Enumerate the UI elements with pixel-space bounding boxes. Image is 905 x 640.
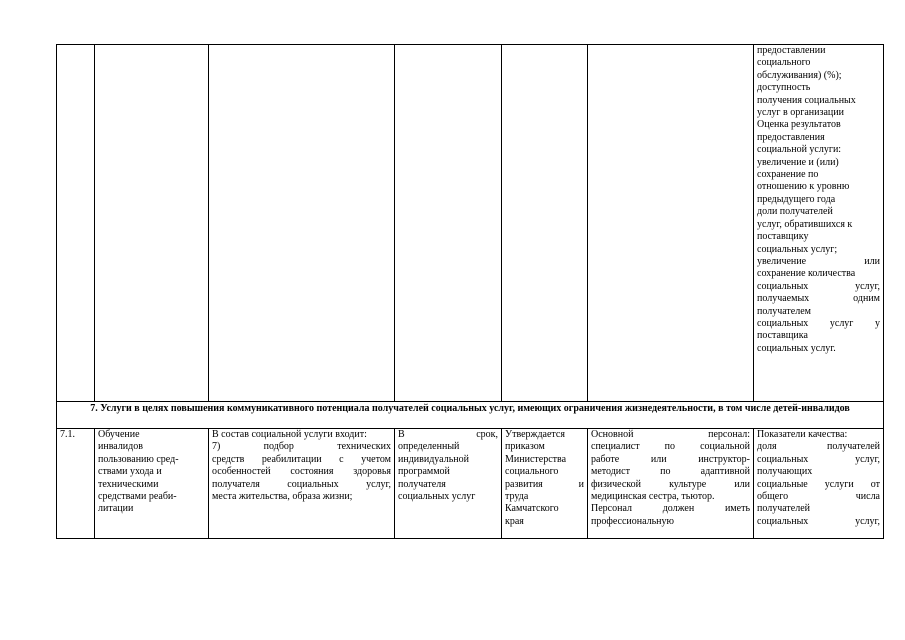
text-line: Персонал должен иметь — [591, 503, 750, 515]
cell-name-empty — [95, 45, 209, 402]
text-line: услуг в организации — [757, 107, 844, 119]
text-line: социальных услуг. — [757, 342, 836, 354]
text-line: работе или инструктор- — [591, 453, 750, 465]
service-quality — [754, 429, 884, 539]
text-line: места жительства, образа жизни; — [212, 491, 353, 503]
text-line: предоставлении — [757, 45, 826, 56]
text-line: социальных услуг; — [757, 243, 838, 255]
text-line: получателя — [398, 478, 446, 490]
cell-staff-empty — [588, 45, 754, 402]
text-line: социальных услуг у — [757, 317, 880, 329]
text-line: получателем — [757, 305, 811, 317]
service-name — [95, 429, 209, 539]
text-line: социальные услуги от — [757, 478, 880, 490]
services-standards-table — [56, 44, 884, 539]
text-line: получателей — [757, 503, 811, 515]
text-line: профессиональную — [591, 515, 674, 527]
text-line: доли получателей — [757, 206, 833, 218]
text-line: медицинская сестра, тьютор. — [591, 491, 715, 503]
text-line: социальных услуг, — [757, 453, 880, 465]
text-line: получающих — [757, 466, 813, 478]
text-line: увеличение и (или) — [757, 156, 839, 168]
text-line: труда — [505, 491, 529, 503]
service-term — [395, 429, 502, 539]
table-row-continued — [57, 45, 884, 402]
text-line: техническими — [98, 478, 159, 490]
service-norm — [502, 429, 588, 539]
text-line: специалист по социальной — [591, 441, 750, 453]
text-line: социального — [757, 57, 811, 69]
text-line: обслуживания) (%); — [757, 69, 842, 81]
service-staff — [588, 429, 754, 539]
text-line: ствами ухода и — [98, 466, 162, 478]
text-line: социального — [505, 466, 559, 478]
text-line: сохранение количества — [757, 268, 856, 280]
text-line: определенный — [398, 441, 460, 453]
text-line: Министерства — [505, 453, 567, 465]
text-line: услуг, обратившихся к — [757, 218, 853, 230]
text-line: 7) подбор технических — [212, 441, 391, 453]
text-line: Оценка результатов — [757, 119, 841, 131]
service-number: 7.1. — [57, 429, 95, 539]
text-line: края — [505, 515, 524, 527]
cell-quality-indicators — [754, 45, 884, 402]
text-line: предыдущего года — [757, 193, 836, 205]
text-line: социальных услуг, — [757, 280, 880, 292]
text-line: индивидуальной — [398, 453, 469, 465]
text-line: развития и — [505, 478, 584, 490]
text-line: Камчатского — [505, 503, 559, 515]
text-line: социальных услуг — [398, 491, 476, 503]
text-line: средствами реаби- — [98, 491, 177, 503]
text-line: пользованию сред- — [98, 453, 179, 465]
text-line: отношению к уровню — [757, 181, 850, 193]
cell-norm-empty — [502, 45, 588, 402]
cell-num-empty — [57, 45, 95, 402]
cell-content-empty — [209, 45, 395, 402]
text-line: Показатели качества: — [757, 429, 848, 440]
text-line: Обучение — [98, 429, 140, 440]
text-line: социальных услуг, — [757, 515, 880, 527]
text-line: сохранение по — [757, 169, 819, 181]
text-line: Утверждается — [505, 429, 565, 440]
table-row — [57, 429, 884, 539]
text-line: получаемых одним — [757, 293, 880, 305]
text-line: поставщику — [757, 231, 809, 243]
text-line: социальной услуги: — [757, 144, 842, 156]
text-line: программой — [398, 466, 450, 478]
section-header-row — [57, 402, 884, 429]
text-line: увеличение или — [757, 255, 880, 267]
text-line: Основной персонал: — [591, 429, 750, 440]
text-line: доля получателей — [757, 441, 880, 453]
text-line: получателя социальных услуг, — [212, 478, 391, 490]
text-line: особенностей состояния здоровья — [212, 466, 391, 478]
text-line: предоставления — [757, 131, 825, 143]
text-line: В срок, — [398, 429, 498, 440]
text-line: доступность — [757, 82, 811, 94]
text-line: методист по адаптивной — [591, 466, 750, 478]
text-line: В состав социальной услуги входит: — [212, 429, 367, 440]
text-line: получения социальных — [757, 94, 856, 106]
cell-term-empty — [395, 45, 502, 402]
text-line: литации — [98, 503, 134, 515]
text-line: физической культуре или — [591, 478, 750, 490]
text-line: инвалидов — [98, 441, 143, 453]
service-content — [209, 429, 395, 539]
text-line: приказом — [505, 441, 545, 453]
text-line: поставщика — [757, 330, 808, 342]
text-line: общего числа — [757, 491, 880, 503]
section-title: 7. Услуги в целях повышения коммуникативного потенциала получателей социальных услуг, имеющих ограничения жизнедеятельности, в том числе детей-инвалидов — [57, 402, 884, 429]
text-line: средств реабилитации с учетом — [212, 453, 391, 465]
